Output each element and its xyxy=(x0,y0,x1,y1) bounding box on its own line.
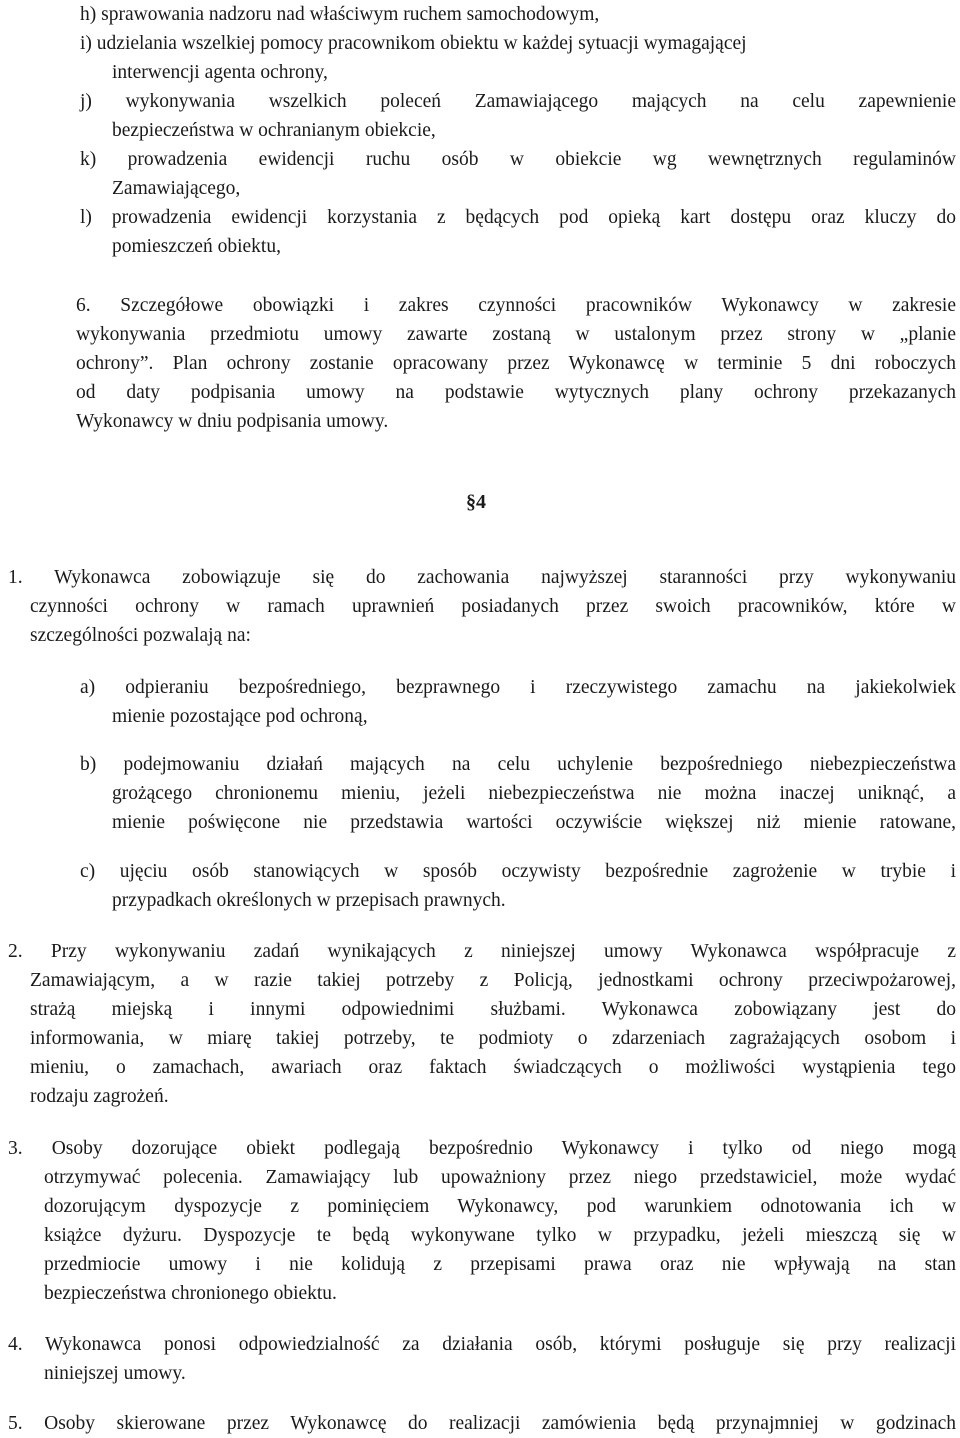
text-line: Zamawiającym, a w razie takiej potrzeby z Policją, jednostkami ochrony przeciwpożarowej, xyxy=(30,970,956,991)
text-line: bezpieczeństwa w ochranianym obiekcie, xyxy=(112,120,436,141)
text-line: j) wykonywania wszelkich poleceń Zamawiającego mających na celu zapewnienie xyxy=(80,91,956,112)
section-heading: §4 xyxy=(466,491,486,513)
text-line: grożącego chronionemu mieniu, jeżeli niebezpieczeństwa nie można inaczej uniknąć, a xyxy=(112,783,956,804)
text-line: przypadkach określonych w przepisach prawnych. xyxy=(112,890,506,911)
text-line: 4. Wykonawca ponosi odpowiedzialność za działania osób, którymi posługuje się przy realizacji xyxy=(8,1334,956,1355)
text-line: c) ujęciu osób stanowiących w sposób oczywisty bezpośrednie zagrożenie w trybie i xyxy=(80,861,956,882)
text-line: ochrony”. Plan ochrony zostanie opracowany przez Wykonawcę w terminie 5 dni roboczych xyxy=(76,353,956,374)
text-line: 3. Osoby dozorujące obiekt podlegają bezpośrednio Wykonawcy i tylko od niego mogą xyxy=(8,1138,956,1159)
text-line: interwencji agenta ochrony, xyxy=(112,62,328,83)
text-line: pomieszczeń obiektu, xyxy=(112,236,281,257)
text-line: b) podejmowaniu działań mających na celu uchylenie bezpośredniego niebezpieczeństwa xyxy=(80,754,956,775)
text-line: h) sprawowania nadzoru nad właściwym ruchem samochodowym, xyxy=(80,4,600,25)
text-line: bezpieczeństwa chronionego obiektu. xyxy=(44,1283,337,1304)
text-line: a) odpieraniu bezpośredniego, bezprawnego i rzeczywistego zamachu na jakiekolwiek xyxy=(80,677,956,698)
text-line: i) udzielania wszelkiej pomocy pracownikom obiektu w każdej sytuacji wymagającej xyxy=(80,33,747,54)
text-line: 5. Osoby skierowane przez Wykonawcę do realizacji zamówienia będą przynajmniej w godzinach xyxy=(8,1413,956,1434)
text-line: Wykonawcy w dniu podpisania umowy. xyxy=(76,411,389,432)
text-line: mieniu, o zamachach, awariach oraz faktach świadczących o możliwości wystąpienia tego xyxy=(30,1057,956,1078)
text-line: 1. Wykonawca zobowiązuje się do zachowania najwyższej staranności przy wykonywaniu xyxy=(8,567,956,588)
text-line: mienie pozostające pod ochroną, xyxy=(112,706,368,727)
text-line: dozorującym dyspozycje z pominięciem Wykonawcy, pod warunkiem odnotowania ich w xyxy=(44,1196,956,1217)
text-line: strażą miejską i innymi odpowiednimi służbami. Wykonawca zobowiązany jest do xyxy=(30,999,956,1020)
text-line: przedmiocie umowy i nie kolidują z przepisami prawa oraz nie wpływają na stan xyxy=(44,1254,956,1275)
text-line: od daty podpisania umowy na podstawie wytycznych plany ochrony przekazanych xyxy=(76,382,956,403)
text-line: rodzaju zagrożeń. xyxy=(30,1086,169,1107)
text-line: 2. Przy wykonywaniu zadań wynikających z niniejszej umowy Wykonawca współpracuje z xyxy=(8,941,956,962)
text-line: 6. Szczegółowe obowiązki i zakres czynności pracowników Wykonawcy w zakresie xyxy=(76,295,956,316)
text-line: mienie poświęcone nie przedstawia wartości oczywiście większej niż mienie ratowane, xyxy=(112,812,956,833)
text-line: wykonywania przedmiotu umowy zawarte zostaną w ustalonym przez strony w „planie xyxy=(76,324,956,345)
text-line: książce dyżuru. Dyspozycje te będą wykonywane tylko w przypadku, jeżeli mieszczą się w xyxy=(44,1225,956,1246)
text-line: l) prowadzenia ewidencji korzystania z będących pod opieką kart dostępu oraz kluczy do xyxy=(80,207,956,228)
text-line: szczególności pozwalają na: xyxy=(30,625,251,646)
text-line: informowania, w miarę takiej potrzeby, te podmioty o zdarzeniach zagrażających osobom i xyxy=(30,1028,956,1049)
text-line: otrzymywać polecenia. Zamawiający lub upoważniony przez niego przedstawiciel, może wydać xyxy=(44,1167,956,1188)
text-line: niniejszej umowy. xyxy=(44,1363,186,1384)
text-line: czynności ochrony w ramach uprawnień posiadanych przez swoich pracowników, które w xyxy=(30,596,956,617)
text-line: k) prowadzenia ewidencji ruchu osób w obiekcie wg wewnętrznych regulaminów xyxy=(80,149,956,170)
text-line: Zamawiającego, xyxy=(112,178,241,199)
